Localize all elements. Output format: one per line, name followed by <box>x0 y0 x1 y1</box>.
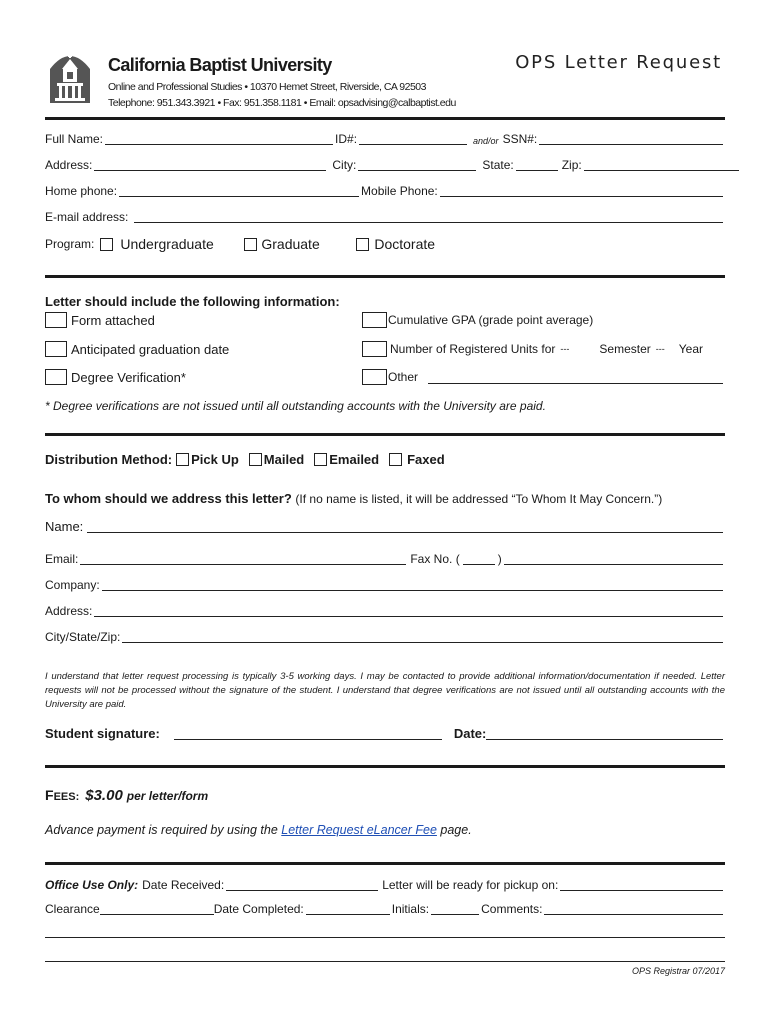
company-input[interactable] <box>102 578 723 591</box>
units-dashes: --- <box>560 344 570 354</box>
emailed-label: Emailed <box>329 452 380 467</box>
initials-label: Initials: <box>391 902 430 916</box>
fax-area-code-input[interactable] <box>463 552 495 565</box>
fax-paren: ) <box>497 552 502 566</box>
letter-info-divider <box>45 433 725 436</box>
form-attached-label: Form attached <box>71 312 155 328</box>
andor-label: and/or <box>473 136 499 146</box>
advance-payment-after: page. <box>440 823 472 837</box>
faxed-checkbox[interactable] <box>389 453 402 466</box>
form-title: OPS Letter Request <box>515 52 722 73</box>
graduate-label: Graduate <box>261 236 320 252</box>
addressee-address-input[interactable] <box>94 604 723 617</box>
date-completed-input[interactable] <box>306 902 390 915</box>
company-label: Company: <box>45 578 100 592</box>
student-signature-label: Student signature: <box>45 726 160 741</box>
initials-input[interactable] <box>431 902 479 915</box>
degree-verification-label: Degree Verification* <box>71 369 186 385</box>
undergraduate-label: Undergraduate <box>120 236 214 252</box>
distribution-label: Distribution Method: <box>45 452 173 467</box>
state-label: State: <box>482 158 514 172</box>
date-completed-label: Date Completed: <box>213 902 304 916</box>
fees-label-initial: F <box>45 787 54 803</box>
degree-verification-option <box>45 369 186 385</box>
program-row <box>45 236 725 252</box>
full-name-input[interactable] <box>105 132 333 145</box>
signature-date-input[interactable] <box>486 727 723 740</box>
degree-verification-checkbox[interactable] <box>45 369 67 385</box>
id-label: ID#: <box>335 132 358 146</box>
address-input[interactable] <box>94 158 326 171</box>
year-label: Year <box>678 342 704 356</box>
university-logo <box>48 47 92 103</box>
zip-label: Zip: <box>561 158 582 172</box>
signature-row <box>45 727 725 741</box>
name-row <box>45 132 725 146</box>
address-line: Online and Professional Studies • 10370 Hemet Street, Riverside, CA 92503 <box>108 81 426 93</box>
mobile-phone-input[interactable] <box>440 184 723 197</box>
fax-label: Fax No. ( <box>410 552 460 566</box>
address-row <box>45 158 725 172</box>
date-received-input[interactable] <box>226 878 378 891</box>
header-divider <box>45 117 725 120</box>
addressee-email-label: Email: <box>45 552 79 566</box>
clearance-input[interactable] <box>100 902 214 915</box>
signature-divider <box>45 765 725 768</box>
company-row <box>45 578 725 592</box>
addressee-email-input[interactable] <box>80 552 406 565</box>
form-version-footer: OPS Registrar 07/2017 <box>631 966 725 976</box>
city-state-zip-input[interactable] <box>122 630 723 643</box>
faxed-label: Faxed <box>407 452 445 467</box>
emailed-checkbox[interactable] <box>314 453 327 466</box>
address-label: Address: <box>45 158 93 172</box>
university-name: California Baptist University <box>108 55 332 75</box>
email-input[interactable] <box>134 210 723 223</box>
program-label: Program: <box>45 237 95 251</box>
other-label: Other <box>388 370 419 384</box>
comments-line-1 <box>45 937 725 938</box>
distribution-row <box>45 452 445 467</box>
comments-label: Comments: <box>481 902 543 916</box>
gpa-option <box>362 312 593 328</box>
clearance-label: Clearance <box>45 902 100 916</box>
city-label: City: <box>332 158 357 172</box>
full-name-label: Full Name: <box>45 132 104 146</box>
office-use-label: Office Use Only: <box>45 878 139 892</box>
form-attached-option <box>45 312 155 328</box>
comments-input[interactable] <box>544 902 723 915</box>
pickup-label: Pick Up <box>191 452 239 467</box>
other-input[interactable] <box>428 371 723 384</box>
contact-line: Telephone: 951.343.3921 • Fax: 951.358.1181 • Email: opsadvising@calbaptist.edu <box>108 97 456 109</box>
city-state-zip-row <box>45 630 725 644</box>
semester-label: Semester <box>599 342 651 356</box>
ssn-input[interactable] <box>539 132 723 145</box>
degree-footnote: * Degree verifications are not issued until all outstanding accounts with the University are paid. <box>45 399 546 413</box>
chapel-icon <box>48 47 92 103</box>
doctorate-label: Doctorate <box>374 236 436 252</box>
fees-row <box>45 787 208 804</box>
graduate-checkbox[interactable] <box>244 238 257 251</box>
email-row <box>45 210 725 224</box>
elancer-fee-link[interactable]: Letter Request eLancer Fee <box>281 823 437 837</box>
mailed-label: Mailed <box>263 452 305 467</box>
fee-amount: $3.00 <box>85 787 123 804</box>
fax-number-input[interactable] <box>504 552 723 565</box>
student-divider <box>45 275 725 278</box>
semester-dashes: --- <box>655 344 665 354</box>
signature-date-label: Date: <box>453 726 487 741</box>
date-received-label: Date Received: <box>142 878 225 892</box>
pickup-checkbox[interactable] <box>176 453 189 466</box>
advance-payment-text: Advance payment is required by using the <box>45 823 278 837</box>
phone-row <box>45 184 725 198</box>
clearance-row <box>45 902 725 916</box>
doctorate-checkbox[interactable] <box>356 238 369 251</box>
graduation-date-checkbox[interactable] <box>45 341 67 357</box>
acknowledgement-text: I understand that letter request processing is typically 3-5 working days. I may be contacted to provide additional information/documentation if needed. Letter requests will not be processed without the signature of the student. I understand that degree verifications are not issued until all outstanding accounts with the University are paid. <box>45 671 725 710</box>
registered-units-label: Number of Registered Units for <box>390 342 556 356</box>
fees-label-rest: EES: <box>53 791 80 803</box>
addressee-address-row <box>45 604 725 618</box>
state-input[interactable] <box>516 158 558 171</box>
id-input[interactable] <box>359 132 467 145</box>
addressee-name-input[interactable] <box>87 520 723 533</box>
addressee-subheading: (If no name is listed, it will be addressed “To Whom It May Concern.”) <box>295 492 663 506</box>
zip-input[interactable] <box>584 158 739 171</box>
gpa-label: Cumulative GPA (grade point average) <box>388 313 594 327</box>
graduation-date-label: Anticipated graduation date <box>71 341 230 357</box>
addressee-email-row <box>45 552 725 566</box>
office-use-row <box>45 878 725 892</box>
addressee-name-row <box>45 520 725 534</box>
addressee-heading: To whom should we address this letter? <box>45 491 292 506</box>
pickup-ready-input[interactable] <box>560 878 723 891</box>
pickup-ready-label: Letter will be ready for pickup on: <box>382 878 559 892</box>
mobile-phone-label: Mobile Phone: <box>361 184 438 198</box>
city-state-zip-label: City/State/Zip: <box>45 630 121 644</box>
addressee-address-label: Address: <box>45 604 93 618</box>
mailed-checkbox[interactable] <box>249 453 262 466</box>
undergraduate-checkbox[interactable] <box>100 238 113 251</box>
fee-per-letter: per letter/form <box>126 789 209 803</box>
addressee-name-label: Name: <box>45 519 84 534</box>
comments-line-2 <box>45 961 725 962</box>
gpa-checkbox[interactable] <box>362 312 387 328</box>
city-input[interactable] <box>358 158 476 171</box>
advance-payment-row <box>45 823 472 837</box>
letter-info-heading: Letter should include the following information: <box>45 294 340 309</box>
home-phone-input[interactable] <box>119 184 359 197</box>
ssn-label: SSN#: <box>502 132 538 146</box>
graduation-date-option <box>45 341 229 357</box>
email-label: E-mail address: <box>45 210 129 224</box>
registered-units-option <box>362 341 703 357</box>
addressee-heading-row <box>45 491 662 506</box>
other-option <box>362 369 725 385</box>
other-checkbox[interactable] <box>362 369 387 385</box>
form-attached-checkbox[interactable] <box>45 312 67 328</box>
home-phone-label: Home phone: <box>45 184 118 198</box>
fees-divider <box>45 862 725 865</box>
student-signature-input[interactable] <box>174 727 442 740</box>
registered-units-checkbox[interactable] <box>362 341 387 357</box>
